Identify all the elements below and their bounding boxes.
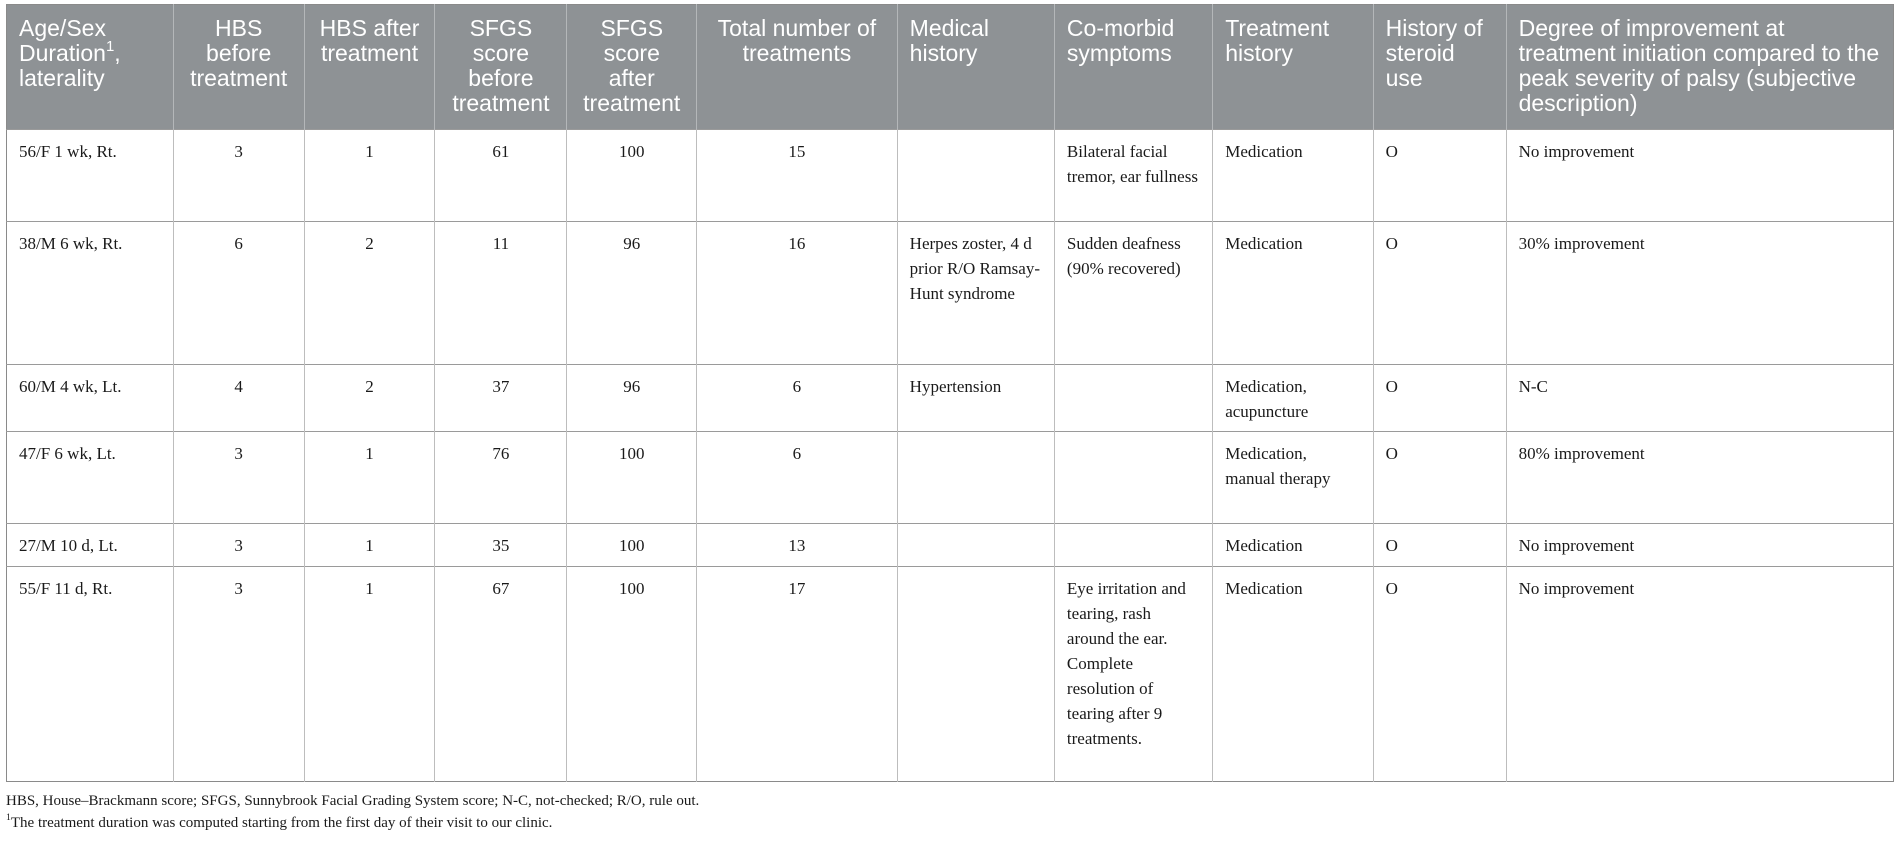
table-row <box>7 567 1894 782</box>
cell-degree-improvement: No improvement <box>1506 567 1893 782</box>
cell-sfgs-before: 61 <box>435 130 567 222</box>
cell-steroid-use: O <box>1373 222 1506 365</box>
cell-steroid-use: O <box>1373 524 1506 567</box>
header-degree-improvement: Degree of improvement at treatment initiation compared to the peak severity of palsy (subjective description) <box>1506 5 1893 130</box>
table-row <box>7 130 1894 222</box>
cell-hbs-after: 1 <box>304 524 435 567</box>
footnote-marker: 1 <box>6 812 11 824</box>
cell-age-sex: 55/F 11 d, Rt. <box>7 567 174 782</box>
cell-hbs-before: 3 <box>173 567 304 782</box>
cell-comorbid-symptoms: Sudden deafness (90% recovered) <box>1054 222 1212 365</box>
header-hbs-after: HBS after treatment <box>304 5 435 130</box>
cell-medical-history: Hypertension <box>897 365 1054 432</box>
cell-treatment-history: Medication <box>1213 524 1373 567</box>
cell-total-treatments: 15 <box>697 130 898 222</box>
cell-age-sex: 60/M 4 wk, Lt. <box>7 365 174 432</box>
header-treatment-history: Treatment history <box>1213 5 1373 130</box>
cell-treatment-history: Medication <box>1213 567 1373 782</box>
cell-treatment-history: Medication, manual therapy <box>1213 432 1373 524</box>
cell-sfgs-after: 96 <box>567 222 697 365</box>
cell-steroid-use: O <box>1373 567 1506 782</box>
cell-comorbid-symptoms <box>1054 365 1212 432</box>
cell-sfgs-before: 37 <box>435 365 567 432</box>
cell-hbs-before: 4 <box>173 365 304 432</box>
cell-total-treatments: 6 <box>697 365 898 432</box>
cell-sfgs-after: 100 <box>567 130 697 222</box>
cell-sfgs-after: 100 <box>567 524 697 567</box>
cell-comorbid-symptoms: Eye irritation and tearing, rash around the ear. Complete resolution of tearing after 9 treatments. <box>1054 567 1212 782</box>
cell-degree-improvement: No improvement <box>1506 524 1893 567</box>
table-row <box>7 222 1894 365</box>
cell-medical-history <box>897 567 1054 782</box>
cell-hbs-before: 3 <box>173 524 304 567</box>
header-hbs-before: HBS before treatment <box>173 5 304 130</box>
cell-treatment-history: Medication <box>1213 130 1373 222</box>
header-row <box>7 5 1894 130</box>
cell-total-treatments: 13 <box>697 524 898 567</box>
cell-hbs-before: 3 <box>173 432 304 524</box>
cell-sfgs-after: 100 <box>567 567 697 782</box>
cell-age-sex: 27/M 10 d, Lt. <box>7 524 174 567</box>
table-row <box>7 365 1894 432</box>
cell-hbs-before: 3 <box>173 130 304 222</box>
cell-comorbid-symptoms <box>1054 524 1212 567</box>
cell-hbs-before: 6 <box>173 222 304 365</box>
cell-medical-history <box>897 130 1054 222</box>
cell-sfgs-before: 76 <box>435 432 567 524</box>
header-total-treatments: Total number of treatments <box>697 5 898 130</box>
cell-medical-history <box>897 432 1054 524</box>
cell-total-treatments: 17 <box>697 567 898 782</box>
cell-steroid-use: O <box>1373 365 1506 432</box>
cell-total-treatments: 6 <box>697 432 898 524</box>
cell-steroid-use: O <box>1373 432 1506 524</box>
cell-sfgs-after: 96 <box>567 365 697 432</box>
cell-medical-history: Herpes zoster, 4 d prior R/O Ramsay-Hunt syndrome <box>897 222 1054 365</box>
header-steroid-use: History of steroid use <box>1373 5 1506 130</box>
cell-sfgs-before: 35 <box>435 524 567 567</box>
cell-hbs-after: 2 <box>304 365 435 432</box>
footnote-1 <box>6 812 1894 834</box>
header-sfgs-before: SFGS score before treatment <box>435 5 567 130</box>
cell-treatment-history: Medication <box>1213 222 1373 365</box>
cell-total-treatments: 16 <box>697 222 898 365</box>
cell-steroid-use: O <box>1373 130 1506 222</box>
header-medical-history: Medical history <box>897 5 1054 130</box>
cell-hbs-after: 2 <box>304 222 435 365</box>
cell-degree-improvement: 80% improvement <box>1506 432 1893 524</box>
cell-comorbid-symptoms <box>1054 432 1212 524</box>
table-container <box>6 4 1894 834</box>
table-footnotes <box>6 790 1894 834</box>
cell-hbs-after: 1 <box>304 432 435 524</box>
cell-sfgs-before: 67 <box>435 567 567 782</box>
cell-comorbid-symptoms: Bilateral facial tremor, ear fullness <box>1054 130 1212 222</box>
cell-degree-improvement: 30% improvement <box>1506 222 1893 365</box>
table-row <box>7 432 1894 524</box>
cell-age-sex: 56/F 1 wk, Rt. <box>7 130 174 222</box>
footnote-1-text: The treatment duration was computed starting from the first day of their visit to our clinic. <box>10 815 553 831</box>
cell-hbs-after: 1 <box>304 130 435 222</box>
cell-age-sex: 47/F 6 wk, Lt. <box>7 432 174 524</box>
table-row <box>7 524 1894 567</box>
patient-table <box>6 4 1894 782</box>
header-age-sex: Age/Sex Duration$^1$, laterality <box>7 5 174 130</box>
footnote-abbreviations: HBS, House–Brackmann score; SFGS, Sunnybrook Facial Grading System score; N-C, not-checked; R/O, rule out. <box>6 793 700 809</box>
cell-hbs-after: 1 <box>304 567 435 782</box>
cell-degree-improvement: N-C <box>1506 365 1893 432</box>
header-comorbid-symptoms: Co-morbid symptoms <box>1054 5 1212 130</box>
cell-sfgs-before: 11 <box>435 222 567 365</box>
header-sfgs-after: SFGS score after treatment <box>567 5 697 130</box>
cell-treatment-history: Medication, acupuncture <box>1213 365 1373 432</box>
cell-medical-history <box>897 524 1054 567</box>
cell-degree-improvement: No improvement <box>1506 130 1893 222</box>
cell-age-sex: 38/M 6 wk, Rt. <box>7 222 174 365</box>
cell-sfgs-after: 100 <box>567 432 697 524</box>
